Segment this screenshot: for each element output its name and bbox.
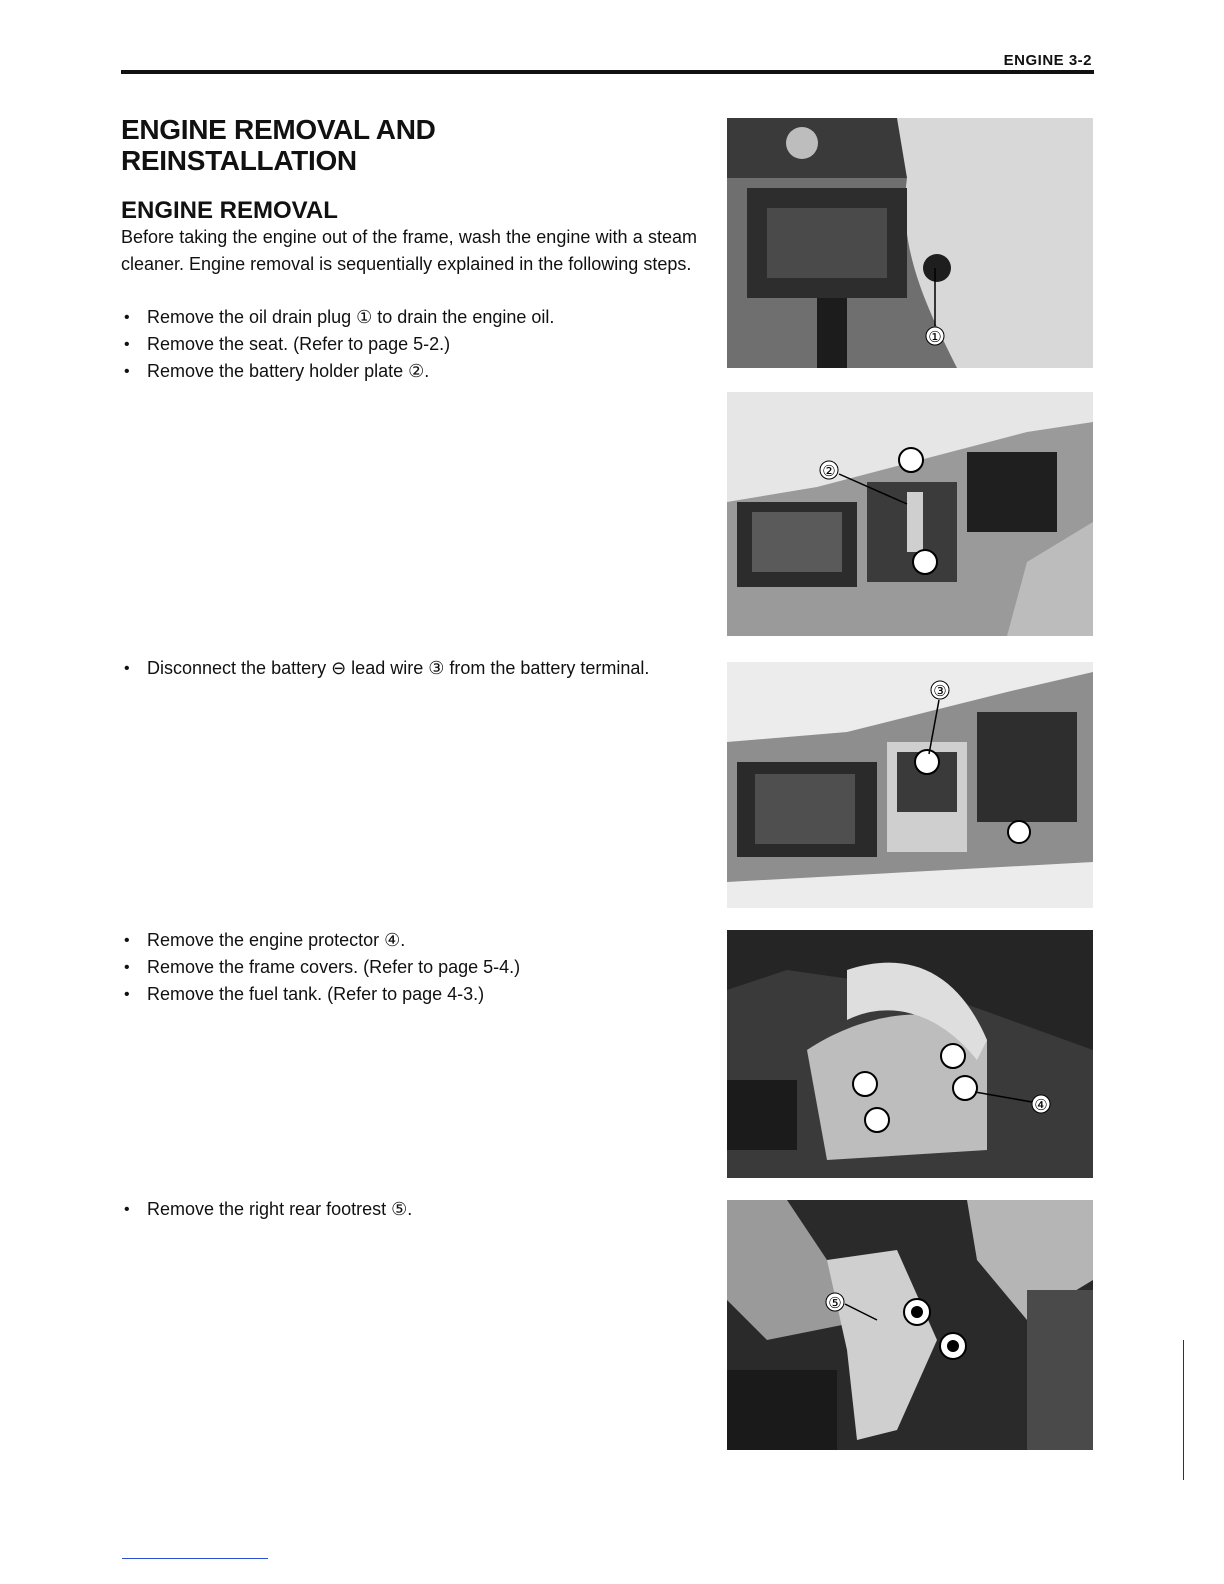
page-header-label: ENGINE 3-2 <box>1003 52 1092 69</box>
callout-1: ① <box>928 329 942 346</box>
callout-3: ③ <box>933 683 947 700</box>
step-item <box>121 981 701 1008</box>
photo-engine-protector <box>727 930 1093 1178</box>
step-item <box>121 1196 701 1223</box>
step-item <box>121 331 701 358</box>
bullet: • <box>124 986 130 1003</box>
step-text: Remove the seat. (Refer to page 5-2.) <box>147 334 451 354</box>
bullet: • <box>124 959 130 976</box>
step-text: Remove the oil drain plug ① to drain the engine oil. <box>147 307 555 327</box>
callout-4: ④ <box>1034 1097 1048 1114</box>
step-list-4 <box>121 1196 701 1223</box>
photo-battery-holder-plate <box>727 392 1093 636</box>
bullet: • <box>124 336 130 353</box>
photo-oil-drain-plug <box>727 118 1093 368</box>
photo-right-rear-footrest <box>727 1200 1093 1450</box>
step-text: Remove the engine protector ④. <box>147 930 406 950</box>
bullet: • <box>124 932 130 949</box>
step-item <box>121 655 701 682</box>
step-text: Disconnect the battery ⊖ lead wire ③ from the battery terminal. <box>147 658 650 678</box>
step-list-3 <box>121 927 701 1008</box>
step-item <box>121 954 701 981</box>
step-item <box>121 304 701 331</box>
callout-5: ⑤ <box>828 1295 842 1312</box>
callout-2: ② <box>822 463 836 480</box>
bullet: • <box>124 660 130 677</box>
intro-paragraph: Before taking the engine out of the frame, wash the engine with a steam cleaner. Engine removal is sequentially explained in the following steps. <box>121 227 697 274</box>
bullet: • <box>124 1201 130 1218</box>
section-subtitle: ENGINE REMOVAL <box>121 197 338 224</box>
step-text: Remove the right rear footrest ⑤. <box>147 1199 413 1219</box>
header-rule <box>121 70 1094 74</box>
step-list-1 <box>121 304 701 385</box>
step-text: Remove the battery holder plate ②. <box>147 361 430 381</box>
step-item <box>121 358 701 385</box>
photo-battery-lead-wire <box>727 662 1093 908</box>
step-item <box>121 927 701 954</box>
section-title-line1: ENGINE REMOVAL AND <box>121 114 436 145</box>
section-title <box>121 114 436 176</box>
margin-mark <box>1183 1340 1184 1480</box>
bullet: • <box>124 309 130 326</box>
step-list-2 <box>121 655 701 682</box>
step-text: Remove the frame covers. (Refer to page 5-4.) <box>147 957 521 977</box>
section-title-line2: REINSTALLATION <box>121 145 357 176</box>
footer-rule <box>122 1558 268 1559</box>
bullet: • <box>124 363 130 380</box>
step-text: Remove the fuel tank. (Refer to page 4-3.) <box>147 984 485 1004</box>
